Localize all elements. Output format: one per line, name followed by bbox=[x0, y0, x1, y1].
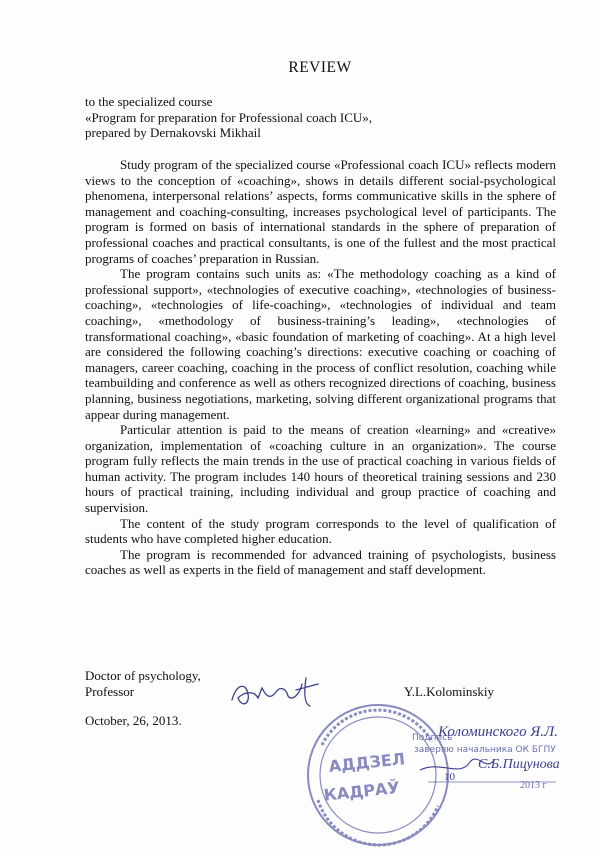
svg-text:С.Б.Пицунова: С.Б.Пицунова bbox=[478, 757, 560, 772]
signatory-rank: Professor bbox=[85, 684, 135, 699]
svg-text:Коломинского Я.Л.: Коломинского Я.Л. bbox=[438, 724, 558, 740]
official-seal bbox=[308, 705, 448, 845]
body-paragraph: Study program of the specialized course «Professional coach ICU» reflects modern views to the conception of «coaching», shows in details different social-psychological phenomena, interpersonal relations’ aspects, forms communicative skills in the sphere of management and coaching-consulting, increases psychological level of participants. The program is formed on basis of international standards in the sphere of preparation of professional coaches and practical consultants, is one of the fullest and the most practical programs of coaches’ preparation in Russian. bbox=[85, 157, 556, 266]
document-title: REVIEW bbox=[288, 59, 352, 76]
intro-line: prepared by Dernakovski Mikhail bbox=[85, 125, 261, 141]
body-paragraph: The content of the study program corresponds to the level of qualification of students who have completed higher education. bbox=[85, 515, 556, 547]
signatory-name: Y.L.Kolominskiy bbox=[404, 684, 495, 699]
svg-text:заверяю начальника ОК БГПУ: заверяю начальника ОК БГПУ bbox=[414, 745, 556, 755]
svg-text:2013 г: 2013 г bbox=[520, 780, 547, 791]
body-paragraph: The program is recommended for advanced training of psychologists, business coaches as well as experts in the field of management and staff development. bbox=[85, 546, 556, 578]
document-intro bbox=[85, 94, 515, 141]
handwritten-signature bbox=[232, 678, 318, 706]
svg-text:Подпись: Подпись bbox=[412, 733, 453, 743]
svg-text:АДДЗЕЛ: АДДЗЕЛ bbox=[327, 749, 406, 777]
svg-text:КАДРАЎ: КАДРАЎ bbox=[322, 777, 401, 805]
svg-text:10: 10 bbox=[444, 771, 455, 783]
intro-line: to the specialized course bbox=[85, 94, 213, 109]
document-body bbox=[85, 157, 556, 578]
body-paragraph: The program contains such units as: «The methodology coaching as a kind of professional support», «technologies of executive coaching», «technologies of business-coaching», «technologies of life-coaching», «technologies of individual and team coaching», «methodology of business-training’s leading», «technologies of transformational coaching», «basic foundation of marketing of coaching». At a high level are considered the following coaching’s directions: executive coaching or coaching of managers, career coaching, coaching in the process of conflict resolution, coaching while teambuilding and conference as well as others recognized directions of coaching, business planning, business negotiations, marketing, solving different organizational programs that appear during management. bbox=[85, 266, 556, 422]
document-date: October, 26, 2013. bbox=[85, 713, 182, 728]
signatory-title: Doctor of psychology, bbox=[85, 668, 201, 683]
signatory-role bbox=[85, 668, 201, 700]
body-paragraph: Particular attention is paid to the means of creation «learning» and «creative» organization, implementation of «coaching culture in an organization». The course program fully reflects the main trends in the use of practical coaching in various fields of human activity. The program includes 140 hours of theoretical training sessions and 230 hours of practical training, including individual and group practice of coaching and supervision. bbox=[85, 422, 556, 516]
intro-line: «Program for preparation for Professional coach ICU», bbox=[85, 109, 372, 125]
